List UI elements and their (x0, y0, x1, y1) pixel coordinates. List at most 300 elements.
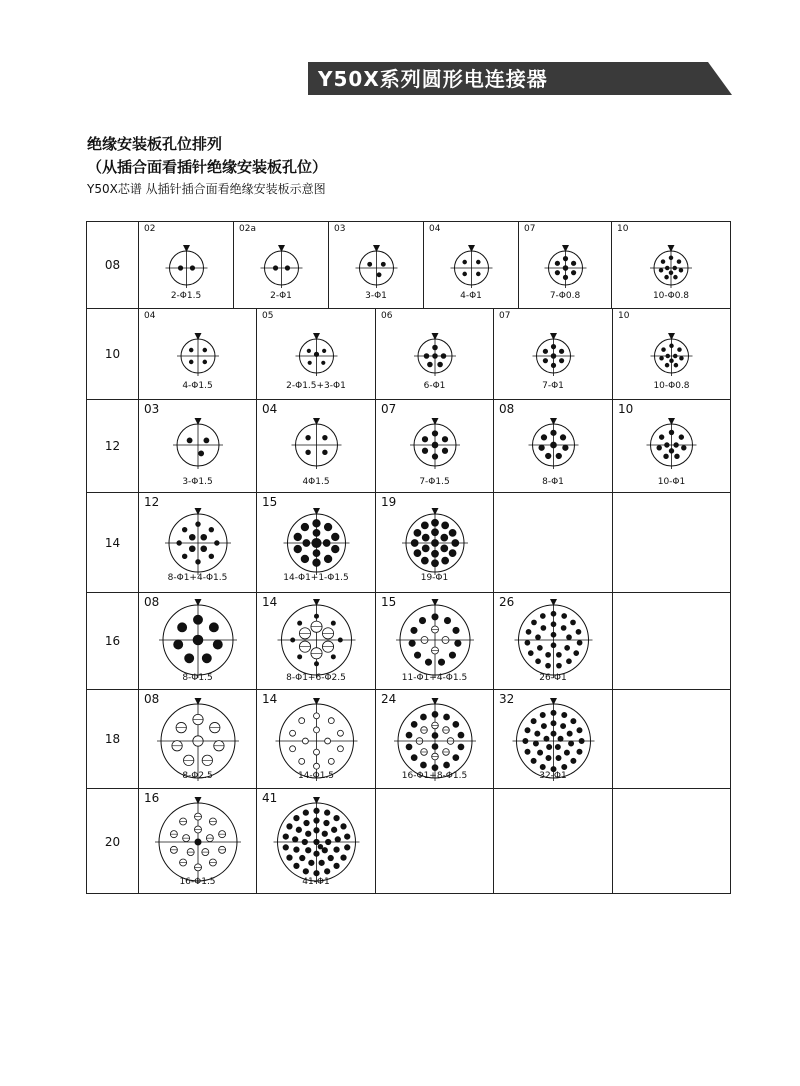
contact-hole (203, 360, 207, 364)
arrangement-code: 07 (524, 224, 536, 234)
contact-hole (294, 815, 299, 820)
contact-hole (314, 763, 320, 769)
contact-hole (409, 640, 415, 646)
contact-hole (178, 623, 187, 632)
contact-spec: 41-Φ1 (302, 877, 330, 887)
contact-hole (551, 643, 556, 648)
arrangement-cell (613, 493, 730, 592)
arrangement-cell (139, 222, 234, 308)
contact-hole (441, 545, 448, 552)
arrangement-cell (257, 309, 376, 399)
contact-hole (558, 736, 563, 741)
contact-hole (344, 845, 349, 850)
contact-hole (551, 344, 555, 348)
contact-hole (442, 448, 447, 453)
contact-hole (555, 744, 560, 749)
contact-hole (331, 655, 335, 659)
contact-hole (306, 450, 311, 455)
contact-hole (551, 354, 556, 359)
arrangement-cell (494, 789, 613, 894)
arrangement-code: 02a (239, 224, 256, 234)
contact-hole (674, 443, 679, 448)
contact-hole (545, 453, 550, 458)
table-row (87, 789, 730, 894)
contact-hole (314, 614, 318, 618)
contact-hole (323, 540, 330, 547)
contact-spec: 8-Φ2.5 (182, 771, 213, 781)
contact-hole (294, 847, 299, 852)
contact-spec: 2-Φ1.5 (170, 291, 202, 301)
contact-hole (567, 731, 572, 736)
contact-hole (193, 615, 202, 624)
contact-hole (303, 810, 308, 815)
contact-hole (537, 645, 542, 650)
contact-hole (432, 519, 439, 526)
page-title: Y50X系列圆形电连接器 (318, 67, 548, 91)
arrangement-cell (519, 222, 612, 308)
contact-hole (563, 266, 568, 271)
contact-hole (551, 632, 556, 637)
contact-spec: 8-Φ1.5 (182, 673, 213, 683)
contact-spec: 3-Φ1.5 (182, 477, 213, 487)
contact-hole (664, 454, 669, 459)
contact-hole (551, 731, 556, 736)
contact-hole (433, 354, 438, 359)
contact-hole (204, 438, 209, 443)
contact-spec: 8-Φ1+6-Φ2.5 (286, 673, 346, 683)
contact-hole (432, 711, 438, 717)
arrangement-code: 04 (429, 224, 441, 234)
contact-hole (438, 362, 443, 367)
contact-hole (432, 614, 438, 620)
contact-hole (318, 844, 323, 849)
contact-hole (540, 614, 545, 619)
contact-hole (337, 730, 343, 736)
arrangement-code: 07 (499, 311, 511, 321)
contact-hole (341, 855, 346, 860)
contact-hole (679, 268, 683, 272)
contact-hole (187, 438, 192, 443)
contact-hole (532, 620, 537, 625)
contact-hole (533, 741, 538, 746)
arrangement-cell (612, 222, 730, 308)
contact-hole (453, 721, 459, 727)
contact-hole (331, 621, 335, 625)
contact-hole (571, 719, 576, 724)
contact-hole (421, 522, 428, 529)
contact-hole (673, 266, 677, 270)
contact-hole (432, 765, 438, 771)
contact-hole (313, 520, 321, 528)
contact-hole (455, 640, 461, 646)
contact-hole (568, 741, 573, 746)
contact-hole (314, 851, 319, 856)
arrangement-code: 32 (499, 692, 515, 706)
contact-hole (463, 260, 467, 264)
contact-hole (528, 651, 533, 656)
contact-hole (669, 271, 673, 275)
contact-hole (368, 262, 372, 266)
contact-spec: 26-Φ1 (539, 673, 567, 683)
contact-spec: 4Φ1.5 (302, 477, 330, 487)
contact-hole (411, 540, 418, 547)
contact-hole (665, 363, 669, 367)
contact-hole (458, 732, 464, 738)
table-row (87, 493, 730, 593)
arrangement-cell (139, 690, 257, 788)
contact-hole (303, 869, 308, 874)
contact-hole (425, 659, 431, 665)
contact-hole (674, 275, 678, 279)
arrangement-code: 41 (262, 791, 278, 805)
table-row (87, 222, 730, 309)
section-title: 绝缘安装板孔位排列 (87, 135, 223, 153)
contact-spec: 7-Φ1 (542, 381, 564, 391)
arrangement-cell (329, 222, 424, 308)
contact-hole (441, 354, 446, 359)
contact-hole (189, 348, 193, 352)
contact-hole (577, 728, 582, 733)
contact-spec: 14-Φ1+1-Φ1.5 (283, 573, 349, 583)
arrangement-cell (424, 222, 519, 308)
arrangement-code: 07 (381, 402, 397, 416)
arrangement-cell (257, 400, 376, 492)
arrangement-cell (257, 493, 376, 592)
contact-spec: 2-Φ1.5+3-Φ1 (286, 381, 346, 391)
contact-hole (190, 266, 194, 270)
contact-hole (541, 435, 546, 440)
contact-hole (544, 736, 549, 741)
contact-hole (525, 749, 530, 754)
contact-hole (203, 348, 207, 352)
contact-spec: 2-Φ1 (270, 291, 292, 301)
contact-hole (666, 354, 670, 358)
arrangement-cell (139, 309, 257, 399)
shell-size-label: 18 (87, 690, 139, 788)
contact-hole (432, 454, 437, 459)
contact-hole (312, 538, 321, 547)
contact-hole (324, 810, 329, 815)
contact-hole (338, 638, 342, 642)
contact-hole (299, 758, 305, 764)
contact-hole (444, 762, 450, 768)
contact-hole (555, 261, 559, 265)
contact-hole (422, 545, 429, 552)
table-row (87, 400, 730, 493)
contact-hole (411, 755, 417, 761)
contact-hole (324, 523, 332, 531)
contact-hole (661, 260, 665, 264)
contact-hole (556, 652, 561, 657)
contact-hole (189, 360, 193, 364)
contact-hole (543, 358, 547, 362)
contact-hole (556, 755, 561, 760)
contact-hole (571, 270, 575, 274)
contact-hole (305, 831, 310, 836)
contact-hole (304, 820, 309, 825)
arrangement-code: 16 (144, 791, 160, 805)
contact-hole (562, 764, 567, 769)
contact-hole (670, 359, 674, 363)
contact-hole (673, 354, 677, 358)
contact-hole (302, 738, 308, 744)
arrangement-cell (139, 493, 257, 592)
contact-hole (564, 750, 569, 755)
arrangement-code: 15 (262, 495, 278, 509)
contact-hole (307, 349, 310, 352)
contact-hole (209, 623, 218, 632)
contact-hole (551, 622, 556, 627)
contact-hole (296, 827, 301, 832)
contact-hole (665, 275, 669, 279)
arrangement-cell (257, 690, 376, 788)
contact-hole (215, 541, 220, 546)
contact-hole (285, 266, 289, 270)
contact-hole (559, 349, 563, 353)
contact-hole (323, 450, 328, 455)
contact-hole (313, 529, 320, 536)
arrangement-cell (613, 789, 730, 894)
contact-hole (453, 627, 459, 633)
arrangement-cell (376, 400, 494, 492)
arrangement-cell (613, 400, 730, 492)
contact-hole (543, 349, 547, 353)
contact-hole (675, 454, 680, 459)
contact-hole (422, 534, 429, 541)
caption: Y50X芯谱 从插针插合面看绝缘安装板示意图 (87, 182, 326, 196)
arrangement-code: 10 (617, 224, 629, 234)
contact-spec: 7-Φ0.8 (549, 291, 581, 301)
shell-size-label: 10 (87, 309, 139, 399)
arrangement-code: 03 (144, 402, 160, 416)
contact-hole (305, 848, 310, 853)
contact-hole (551, 721, 556, 726)
arrangement-code: 14 (262, 692, 278, 706)
contact-hole (526, 629, 531, 634)
contact-spec: 7-Φ1.5 (419, 477, 450, 487)
contact-hole (334, 847, 339, 852)
contact-hole (557, 663, 562, 668)
contact-hole (551, 442, 557, 448)
contact-hole (670, 344, 674, 348)
contact-hole (314, 662, 318, 666)
contact-hole (314, 870, 319, 875)
contact-hole (322, 349, 325, 352)
arrangement-cell (257, 593, 376, 689)
contact-hole (453, 755, 459, 761)
contact-hole (195, 839, 201, 845)
contact-hole (563, 256, 567, 260)
contact-hole (531, 719, 536, 724)
contact-hole (551, 710, 556, 715)
contact-spec: 4-Φ1 (460, 291, 482, 301)
arrangement-code: 08 (499, 402, 515, 416)
contact-hole (551, 363, 555, 367)
arrangement-cell (139, 400, 257, 492)
contact-hole (531, 758, 536, 763)
contact-hole (577, 749, 582, 754)
contact-hole (299, 718, 305, 724)
contact-spec: 19-Φ1 (420, 573, 449, 583)
arrangement-cell (376, 309, 494, 399)
contact-hole (659, 435, 664, 440)
contact-hole (442, 436, 447, 441)
contact-hole (290, 730, 296, 736)
arrangement-code: 04 (262, 402, 278, 416)
arrangement-code: 08 (144, 595, 160, 609)
contact-hole (669, 256, 673, 260)
contact-hole (546, 755, 551, 760)
contact-hole (185, 654, 194, 663)
contact-hole (539, 445, 544, 450)
contact-hole (561, 723, 566, 728)
arrangement-cell (376, 593, 494, 689)
contact-hole (449, 652, 455, 658)
table-row (87, 593, 730, 690)
contact-hole (571, 758, 576, 763)
contact-hole (669, 449, 674, 454)
contact-spec: 32-Φ1 (539, 771, 567, 781)
contact-hole (324, 555, 332, 563)
contact-hole (177, 541, 182, 546)
arrangement-code: 05 (262, 311, 274, 321)
contact-hole (283, 834, 288, 839)
contact-hole (287, 824, 292, 829)
contact-hole (344, 834, 349, 839)
contact-hole (331, 827, 336, 832)
contact-hole (182, 554, 187, 559)
contact-hole (182, 527, 187, 532)
contact-hole (463, 272, 467, 276)
contact-hole (551, 611, 556, 616)
contact-hole (523, 738, 528, 743)
arrangement-cell (376, 690, 494, 788)
contact-hole (298, 621, 302, 625)
arrangement-cell (376, 493, 494, 592)
contact-hole (174, 640, 183, 649)
contact-hole (283, 845, 288, 850)
contact-hole (303, 540, 310, 547)
contact-hole (444, 714, 450, 720)
contact-spec: 10-Φ0.8 (653, 381, 690, 391)
contact-hole (556, 453, 561, 458)
contact-hole (576, 629, 581, 634)
shell-size-label: 12 (87, 400, 139, 492)
contact-hole (381, 262, 385, 266)
contact-hole (547, 744, 552, 749)
arrangement-code: 03 (334, 224, 346, 234)
contact-hole (428, 362, 433, 367)
arrangement-code: 06 (381, 311, 393, 321)
arrangement-cell (376, 789, 494, 894)
contact-hole (422, 448, 427, 453)
arrangement-cell (257, 789, 376, 894)
contact-hole (420, 762, 426, 768)
contact-hole (537, 750, 542, 755)
contact-spec: 3-Φ1 (365, 291, 387, 301)
contact-hole (301, 523, 309, 531)
arrangement-code: 26 (499, 595, 515, 609)
arrangement-cell (613, 690, 730, 788)
contact-hole (314, 828, 319, 833)
contact-hole (562, 712, 567, 717)
contact-hole (209, 527, 214, 532)
contact-hole (540, 764, 545, 769)
contact-hole (290, 746, 296, 752)
arrangement-cell (234, 222, 329, 308)
contact-hole (432, 732, 438, 738)
contact-hole (678, 348, 682, 352)
contact-hole (659, 268, 663, 272)
contact-hole (421, 557, 428, 564)
contact-hole (419, 617, 425, 623)
contact-hole (193, 635, 203, 645)
contact-hole (331, 545, 339, 553)
table-row (87, 690, 730, 789)
contact-hole (679, 435, 684, 440)
contact-hole (209, 554, 214, 559)
contact-spec: 16-Φ1+8-Φ1.5 (401, 771, 468, 781)
contact-hole (555, 270, 559, 274)
contact-hole (213, 640, 222, 649)
contact-hole (562, 614, 567, 619)
contact-hole (432, 442, 438, 448)
contact-hole (189, 546, 195, 552)
arrangement-code: 12 (144, 495, 160, 509)
contact-hole (525, 640, 530, 645)
contact-hole (414, 550, 421, 557)
arrangement-code: 02 (144, 224, 156, 234)
contact-hole (314, 808, 319, 813)
contact-hole (313, 550, 320, 557)
contact-hole (314, 713, 320, 719)
contact-hole (414, 529, 421, 536)
contact-hole (657, 445, 662, 450)
contact-hole (341, 824, 346, 829)
contact-hole (287, 855, 292, 860)
contact-hole (449, 529, 456, 536)
contact-hole (541, 625, 546, 630)
contact-hole (438, 659, 444, 665)
contact-hole (561, 625, 566, 630)
contact-hole (665, 443, 670, 448)
arrangement-cell (494, 309, 613, 399)
contact-hole (411, 627, 417, 633)
contact-hole (560, 435, 565, 440)
contact-hole (458, 744, 464, 750)
contact-hole (442, 522, 449, 529)
contact-hole (541, 723, 546, 728)
contact-hole (563, 275, 567, 279)
contact-hole (201, 546, 207, 552)
contact-hole (680, 356, 684, 360)
contact-hole (306, 435, 311, 440)
contact-hole (442, 557, 449, 564)
arrangement-code: 10 (618, 402, 634, 416)
contact-hole (563, 445, 568, 450)
contact-hole (324, 869, 329, 874)
arrangement-cell (494, 690, 613, 788)
contact-hole (309, 860, 314, 865)
contact-hole (535, 731, 540, 736)
contact-hole (411, 721, 417, 727)
contact-hole (325, 839, 330, 844)
contact-hole (665, 266, 669, 270)
contact-hole (406, 744, 412, 750)
contact-hole (476, 272, 480, 276)
contact-hole (424, 354, 429, 359)
contact-hole (567, 635, 572, 640)
